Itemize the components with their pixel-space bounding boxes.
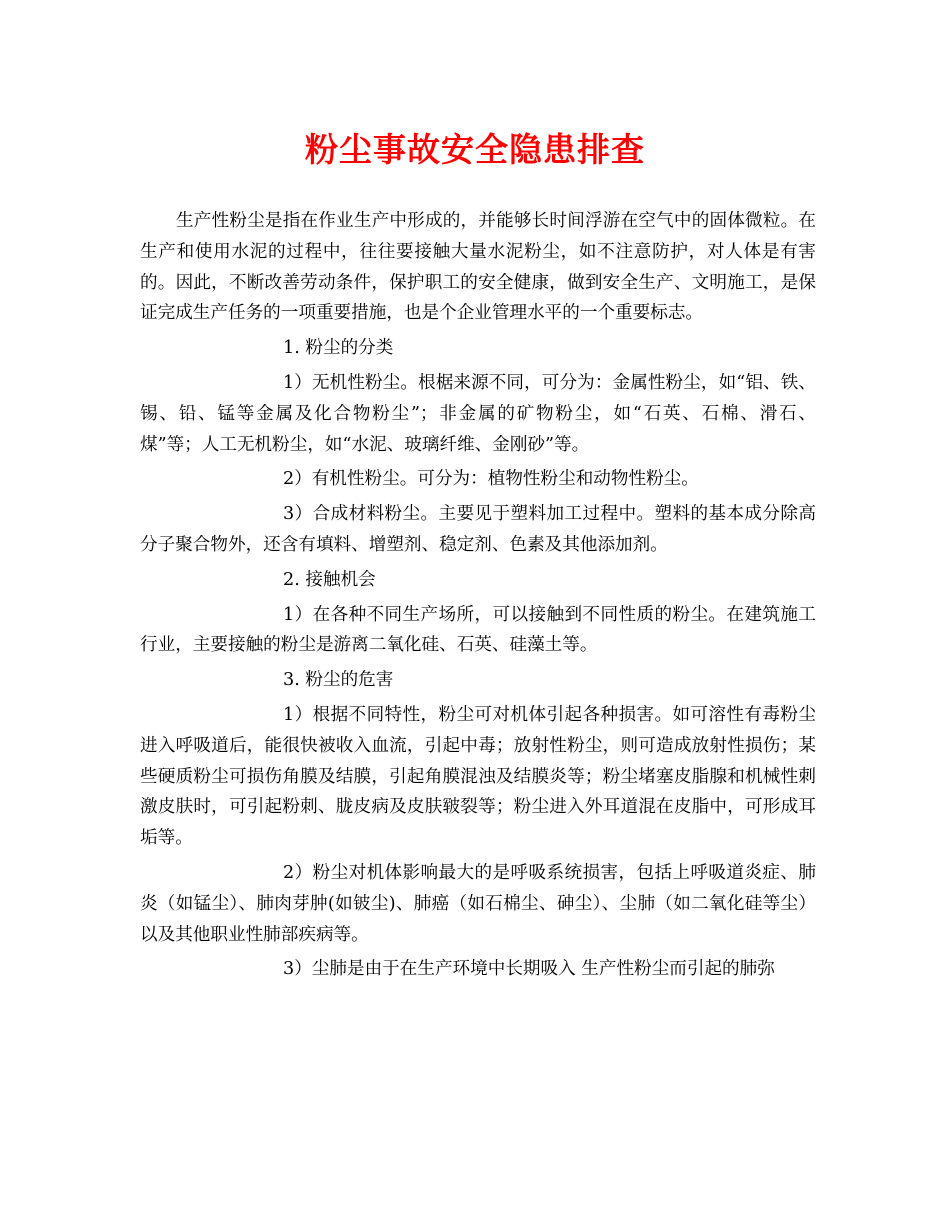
paragraph-hazards-general: 1）根据不同特性，粉尘可对机体引起各种损害。如可溶性有毒粉尘进入呼吸道后，能很快被收入血流，引起中毒；放射性粉尘，则可造成放射性损伤；某些硬质粉尘可损伤角膜及结膜，引起角膜混浊及结膜炎等；粉尘堵塞皮脂腺和机械性刺激皮肤时，可引起粉刺、胧皮病及皮肤皲裂等；粉尘进入外耳道混在皮脂中，可形成耳垢等。	[140, 704, 816, 849]
document-title: 粉尘事故安全隐患排查	[305, 130, 645, 169]
document-body	[140, 206, 816, 985]
section-heading-hazards: 3. 粉尘的危害	[283, 670, 394, 691]
paragraph-inorganic-dust: 1）无机性粉尘。根椐来源不同，可分为：金属性粉尘，如“铝、铁、锡、铅、锰等金属及化合物粉尘”；非金属的矿物粉尘，如“石英、石棉、滑石、煤”等；人工无机粉尘，如“水泥、玻璃纤维、金刚砂”等。	[140, 372, 816, 455]
paragraph-pneumoconiosis: 3）尘肺是由于在生产环境中长期吸入 生产性粉尘而引起的肺弥	[283, 959, 775, 980]
paragraph-hazards-respiratory: 2）粉尘对机体影响最大的是呼吸系统损害，包括上呼吸道炎症、肺炎（如锰尘）、肺肉芽肿(如铍尘)、肺癌（如石棉尘、砷尘）、尘肺（如二氧化硅等尘）以及其他职业性肺部疾病等。	[140, 862, 816, 945]
section-heading-classification: 1. 粉尘的分类	[283, 338, 394, 359]
paragraph-organic-dust: 2）有机性粉尘。可分为：植物性粉尘和动物性粉尘。	[283, 469, 699, 490]
paragraph-synthetic-dust: 3）合成材料粉尘。主要见于塑料加工过程中。塑料的基本成分除高分子聚合物外，还含有填料、增塑剂、稳定剂、色素及其他添加剂。	[140, 504, 816, 555]
paragraph-intro: 生产性粉尘是指在作业生产中形成的，并能够长时间浮游在空气中的固体微粒。在生产和使用水泥的过程中，往往要接触大量水泥粉尘，如不注意防护，对人体是有害的。因此，不断改善劳动条件，保护职工的安全健康，做到安全生产、文明施工，是保证完成生产任务的一项重要措施，也是个企业管理水平的一个重要标志。	[140, 211, 816, 324]
section-heading-exposure: 2. 接触机会	[283, 569, 376, 590]
paragraph-exposure: 1）在各种不同生产场所，可以接触到不同性质的粉尘。在建筑施工行业，主要接触的粉尘是游离二氧化硅、石英、硅藻土等。	[140, 604, 816, 656]
